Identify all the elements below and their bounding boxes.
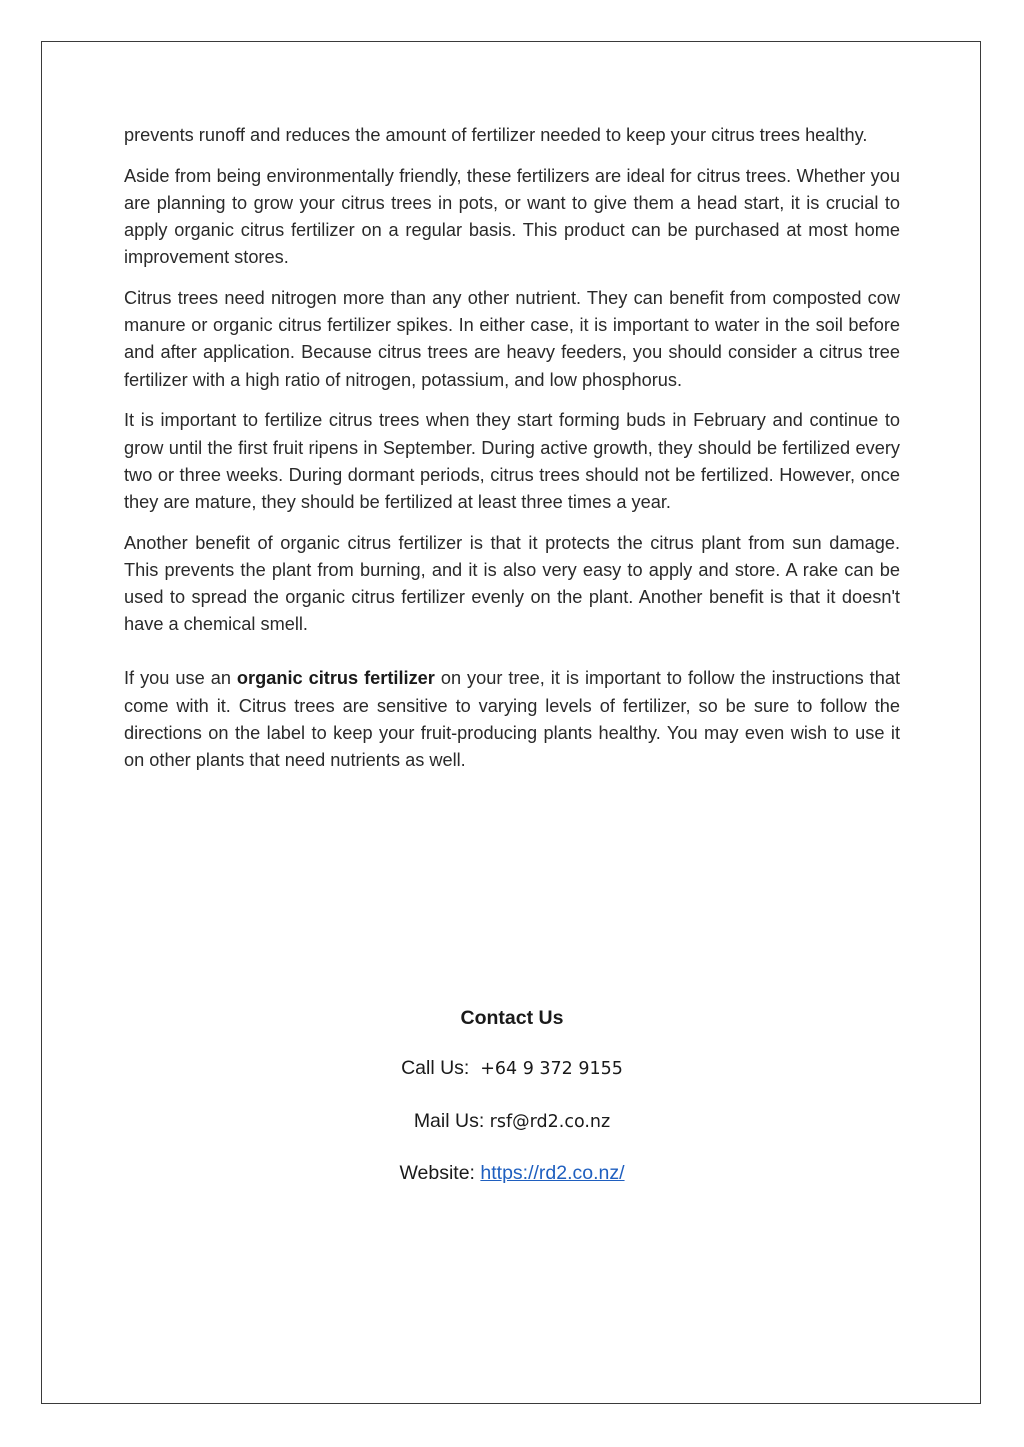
website-label: Website: [399, 1162, 475, 1184]
article-body [124, 122, 900, 788]
keyword-link: organic citrus fertilizer [236, 668, 435, 689]
instructions-intro: If you use an [124, 668, 237, 689]
contact-mail-line [0, 1110, 1024, 1133]
email-address: rsf@rd2.co.nz [489, 1112, 611, 1132]
paragraph-nitrogen: Citrus trees need nitrogen more than any other nutrient. They can benefit from composted cow manure or organic citrus fertilizer spikes. In either case, it is important to water in the soil before and after application. Because citrus trees are heavy feeders, you should consider a citrus tree fertilizer with a high ratio of nitrogen, potassium, and low phosphorus. [124, 288, 900, 390]
phone-number: +64 9 372 9155 [480, 1059, 623, 1079]
paragraph-instructions [124, 665, 900, 774]
paragraph-sun-damage: Another benefit of organic citrus fertilizer is that it protects the citrus plant from sun damage. This prevents the plant from burning, and it is also very easy to apply and store. A rake can be used to spread the organic citrus fertilizer evenly on the plant. Another benefit is that it doesn't have a chemical smell. [124, 532, 900, 635]
instructions-rest: on your tree, it is important to follow the instructions that come with it. Citrus trees are sensitive to varying levels of fertilizer, so be sure to follow the directions on the label to keep your fruit-producing plants healthy. You may even wish to use it on other plants that need nutrients as well. [124, 668, 900, 771]
paragraph-runoff: prevents runoff and reduces the amount of fertilizer needed to keep your citrus trees healthy. [124, 125, 868, 145]
call-label: Call Us: [401, 1057, 470, 1079]
paragraph-environment: Aside from being environmentally friendly, these fertilizers are ideal for citrus trees. Whether you are planning to grow your citrus trees in pots, or want to give them a head start, it is crucial to apply organic citrus fertilizer on a regular basis. This product can be purchased at most home improvement stores. [124, 165, 900, 268]
contact-website-line [0, 1162, 1024, 1185]
contact-call-line [0, 1057, 1024, 1080]
mail-label: Mail Us: [413, 1110, 485, 1132]
website-link[interactable]: https://rd2.co.nz/ [480, 1162, 625, 1184]
paragraph-timing: It is important to fertilize citrus trees when they start forming buds in February and continue to grow until the first fruit ripens in September. During active growth, they should be fertilized every two or three weeks. During dormant periods, citrus trees should not be fertilized. However, once they are mature, they should be fertilized at least three times a year. [124, 410, 900, 512]
contact-heading: Contact Us [460, 1007, 564, 1029]
